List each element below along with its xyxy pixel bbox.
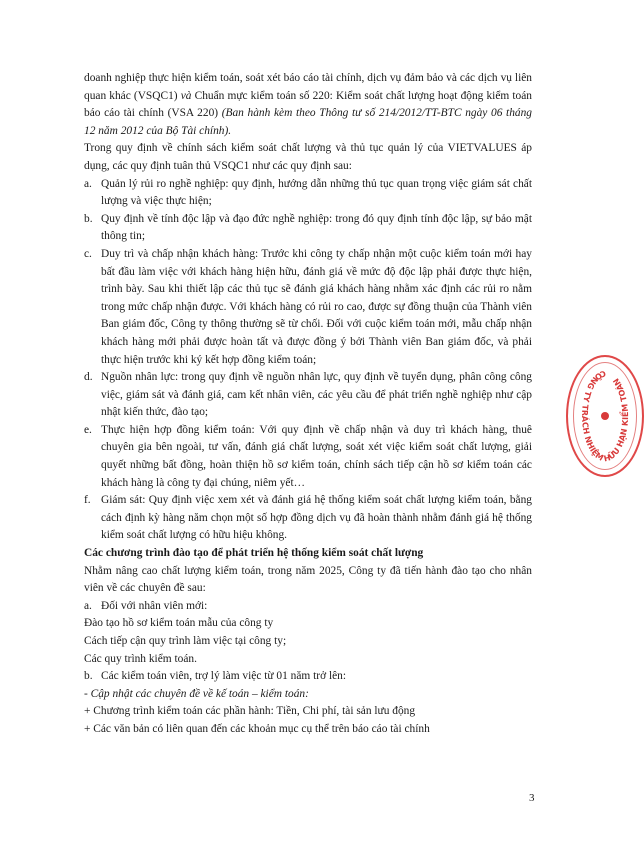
- list-marker: b.: [84, 212, 93, 225]
- intro-paragraph: [84, 70, 532, 140]
- company-stamp: [566, 355, 644, 477]
- page-body: [84, 70, 532, 739]
- list-marker: a.: [84, 599, 92, 612]
- training-intro: Nhằm nâng cao chất lượng kiểm toán, trong năm 2025, Công ty đã tiến hành đào tạo cho nhân viên về các chuyên đề sau:: [84, 564, 532, 595]
- list-item-text: Nguồn nhân lực: trong quy định về nguồn nhân lực, quy định về tuyển dụng, phân công công việc, giám sát và đánh giá, cam kết nhân viên, các yêu cầu để phát triển nghề nghiệp như cập nhật kiến thức, đào tạo;: [101, 371, 532, 419]
- list-item-text: Giám sát: Quy định việc xem xét và đánh giá hệ thống kiểm soát chất lượng kiểm toán, bằng cách định kỳ hàng năm chọn một số hợp đồng dịch vụ đã hoàn thành nhằm đánh giá hệ thống kiểm soát chất lượng có hữu hiệu không.: [101, 494, 532, 542]
- list-item-text: Thực hiện hợp đồng kiểm toán: Với quy định về chấp nhận và duy trì khách hàng, thuê chuyên gia bên ngoài, tư vấn, đánh giá chất lượng, soát xét việc kiểm soát chất lượng, giải quyết những bất đồng, hoàn thiện hồ sơ kiểm toán, chính sách tiếp cận hồ sơ kiểm toán các khách hàng là công ty đại chúng, niêm yết…: [101, 423, 532, 489]
- intro-citation: (Ban hành kèm theo Thông tư số 214/2012/TT-BTC ngày 06 tháng 12 năm 2012 của Bộ Tài chính).: [84, 107, 532, 137]
- list-marker: d.: [84, 371, 93, 384]
- list-item: [84, 422, 532, 492]
- intro-text-1: doanh nghiệp thực hiện kiểm toán, soát xét báo cáo tài chính, dịch vụ đảm bảo và các dịch vụ liên quan khác (VSQC1): [84, 72, 532, 102]
- training-group-auditors: [84, 668, 532, 686]
- intro-text-2: và: [180, 89, 192, 102]
- policy-paragraph: Trong quy định về chính sách kiểm soát chất lượng và thủ tục quản lý của VIETVALUES áp dụng, các quy định tuân thủ VSQC1 như các quy định sau:: [84, 142, 532, 172]
- policy-list: [84, 176, 532, 545]
- training-update-line: - Cập nhật các chuyên đề về kế toán – kiểm toán:: [84, 687, 309, 700]
- training-group-label: Các kiểm toán viên, trợ lý làm việc từ 01 năm trở lên:: [101, 670, 347, 683]
- training-topic: Các quy trình kiểm toán.: [84, 652, 197, 665]
- list-item-text: Duy trì và chấp nhận khách hàng: Trước khi công ty chấp nhận một cuộc kiểm toán mới hay bất đầu làm việc với khách hàng hiện hữu, đánh giá về mức độ độc lập phải được thực hiện, trình bày. Sau khi thiết lập các thủ tục sẽ đánh giá khách hàng nhằm xác định các rủi ro nằm trong mức chấp nhận được. Với khách hàng có rủi ro cao, được sự đồng thuận của Thành viên Ban giám đốc, Công ty thông thường sẽ từ chối. Đối với cuộc kiểm toán mới, mẫu chấp nhận khách hàng mới phải được hoàn tất và được đồng ý bởi Thành viên Ban giám đốc, và phải thực hiện trước khi ký kết hợp đồng kiểm toán;: [101, 247, 532, 366]
- intro-text-3: Chuẩn mực kiểm toán số 220: Kiểm soát chất lượng hoạt động kiểm toán báo cáo tài chính (VSA 220): [84, 89, 532, 120]
- list-marker: f.: [84, 494, 91, 507]
- training-plus-item: + Các văn bản có liên quan đến các khoản mục cụ thể trên báo cáo tài chính: [84, 722, 430, 735]
- list-marker: e.: [84, 423, 92, 436]
- list-marker: b.: [84, 670, 93, 683]
- training-topic: Cách tiếp cận quy trình làm việc tại công ty;: [84, 635, 287, 647]
- training-plus-item: + Chương trình kiểm toán các phần hành: Tiền, Chi phí, tài sản lưu động: [84, 705, 416, 718]
- page-number: 3: [529, 792, 535, 804]
- list-item: [84, 246, 532, 369]
- list-marker: a.: [84, 177, 92, 190]
- training-group-new-staff: [84, 598, 532, 616]
- list-item: [84, 176, 532, 211]
- list-item: [84, 211, 532, 246]
- list-item-text: Quy định về tính độc lập và đạo đức nghề nghiệp: trong đó quy định tính độc lập, sự bảo mật thông tin;: [101, 212, 532, 243]
- list-marker: c.: [84, 247, 92, 260]
- stamp-seal-graphic: [568, 357, 642, 475]
- list-item: [84, 492, 532, 545]
- list-item-text: Quản lý rủi ro nghề nghiệp: quy định, hướng dẫn những thủ tục quan trọng việc giám sát chất lượng và việc thực hiện;: [101, 177, 532, 208]
- training-topic: Đào tạo hồ sơ kiểm toán mẫu của công ty: [84, 617, 274, 630]
- list-item: [84, 369, 532, 422]
- training-group-label: Đối với nhân viên mới:: [101, 599, 208, 612]
- stamp-text: CÔNG TY TRÁCH NHIỆM HỮU HẠN KIỂM TOÁN: [579, 368, 631, 464]
- section-heading: Các chương trình đào tạo để phát triển hệ thống kiểm soát chất lượng: [84, 547, 424, 560]
